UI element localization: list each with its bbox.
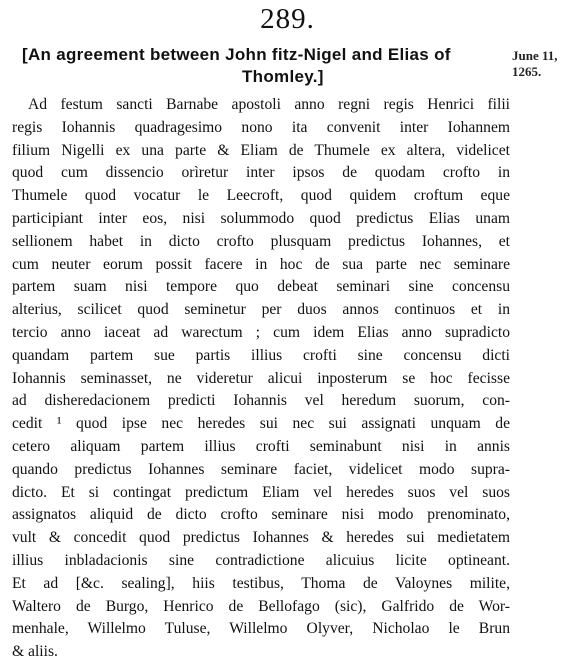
- document-date-line: 1265.: [512, 64, 542, 79]
- body-line: cetero aliquam partem illius crofti seminabunt nisi in annis: [12, 437, 510, 455]
- document-date-line: June 11,: [512, 48, 558, 63]
- document-date: [512, 48, 558, 80]
- body-line: & aliis.: [12, 643, 58, 661]
- body-line: assignatos aliquid de dicto crofto seminare nisi modo prenominato,: [12, 506, 510, 524]
- body-line: Et ad [&c. sealing], hiis testibus, Thoma de Valoynes milite,: [12, 574, 510, 592]
- body-line: tercio anno iaceat ad warectum ; cum idem Elias anno supradicto: [12, 323, 510, 341]
- document-title: [22, 44, 502, 88]
- body-line: cedit ¹ quod ipse nec heredes sui nec sui assignati unquam de: [12, 415, 510, 433]
- body-line: quod cum dissencio orìretur inter ipsos de quodam crofto in: [12, 164, 510, 182]
- document-body: [12, 94, 510, 664]
- document-title-line: [An agreement between John fitz-Nigel and Elias of: [22, 45, 451, 64]
- body-line: quandam partem sue partis illius crofti sine concensu dicti: [12, 346, 510, 364]
- body-line: Iohannis seminasset, ne videretur alicui inposterum se hoc fecisse: [12, 369, 510, 387]
- body-line: alterius, scilicet quod seminetur per duos annos continuos et in: [12, 301, 510, 319]
- body-line: partem suam nisi tempore quo debeat seminari sine concensu: [12, 278, 510, 296]
- body-line: regis Iohannis quadragesimo nono ita convenit inter Iohannem: [12, 118, 510, 136]
- document-number: 289.: [260, 3, 315, 35]
- body-line: Ad festum sancti Barnabe apostoli anno regni regis Henrici filii: [28, 96, 510, 113]
- body-line: sellionem habet in dicto crofto plusquam predictus Iohannes, et: [12, 232, 510, 250]
- body-line: illius inbladacionis sine contradictione alicuius licite optineant.: [12, 551, 510, 569]
- body-line: menhale, Willelmo Tuluse, Willelmo Olyver, Nicholao le Brun: [12, 620, 510, 638]
- body-line: ad disheredacionem predicti Iohannis vel heredum suorum, con-: [12, 392, 510, 410]
- body-line: Waltero de Burgo, Henrico de Bellofago (sic), Galfrido de Wor-: [12, 597, 510, 615]
- body-line: Thumele quod vocatur le Leecroft, quod quidem croftum eque: [12, 187, 510, 205]
- body-line: participiant inter eos, nisi solummodo quod predictus Elias unam: [12, 209, 510, 227]
- document-title-line: Thomley.]: [242, 67, 324, 86]
- body-line: filium Nigelli ex una parte & Eliam de Thumele ex altera, videlicet: [12, 141, 510, 159]
- body-line: vult & concedit quod predictus Iohannes & heredes sui medietatem: [12, 529, 510, 547]
- body-line: dicto. Et si contingat predictum Eliam vel heredes suos vel suos: [12, 483, 510, 501]
- body-line: quando predictus Iohannes seminare faciet, videlicet modo supra-: [12, 460, 510, 478]
- body-line: cum neuter eorum possit facere in hoc de sua parte nec seminare: [12, 255, 510, 273]
